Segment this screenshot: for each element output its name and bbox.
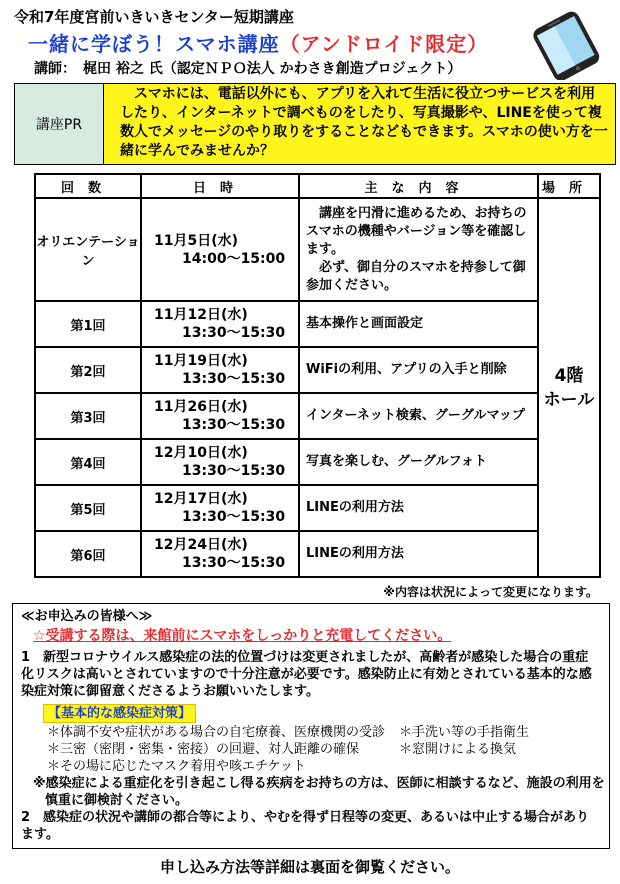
medical-note: ※感染症による重症化を引き起こし得る疾病をお持ちの方は、医師に相談するなど、施設の利用を慎重に御検討ください。 (33, 776, 605, 808)
footer-note: 申し込み方法等詳細は裏面を御覧ください。 (159, 858, 460, 876)
session-content (299, 198, 538, 301)
header-place: 場所 (538, 174, 600, 198)
session-content: 基本操作と画面設定 (299, 301, 538, 347)
session-name: 第1回 (35, 301, 141, 347)
session-name: オリエンテーション (35, 198, 141, 301)
session-content: 写真を楽しむ、グーグルフォト (299, 439, 538, 485)
session-name: 第2回 (35, 347, 141, 393)
session-date: 11月5日(水) (154, 232, 239, 249)
course-series: 令和7年度宮前いきいきセンター短期講座 (14, 8, 294, 26)
session-datetime (141, 347, 299, 393)
session-content: インターネット検索、グーグルマップ (299, 393, 538, 439)
session-time: 13:30〜15:30 (182, 463, 286, 479)
session-datetime (141, 485, 299, 531)
table-row (35, 531, 600, 577)
session-date: 11月12日(水) (154, 307, 248, 323)
table-row (35, 393, 600, 439)
course-pr-box (14, 83, 616, 165)
measure-item: ＊窓開けによる換気 (399, 742, 517, 757)
session-time: 13:30〜15:30 (182, 509, 286, 525)
pr-text: スマホには、電話以外にも、アプリを入れて生活に役立つサービスを利用したり、インターネットで調べものをしたり、写真撮影や、LINEを使って複数人でメッセージのやり取りをすることなどもできます。スマホの使い方を一緒に学んでみませんか？ (104, 84, 615, 164)
table-row (35, 485, 600, 531)
header-content: 主な内容 (299, 174, 538, 198)
session-content-text: 講座を円滑に進めるため、お持ちのスマホの機種やバージョン等を確認します。 (306, 205, 527, 257)
notice-box (12, 603, 610, 849)
notice-heading: ≪お申込みの皆様へ≫ (21, 609, 153, 624)
title-main: 一緒に学ぼう！スマホ講座 (28, 32, 280, 56)
measure-item: ＊体調不安や症状がある場合の自宅療養、医療機関の受診 (47, 725, 386, 740)
session-place (538, 198, 600, 577)
session-content: LINEの利用方法 (299, 531, 538, 577)
session-content: LINEの利用方法 (299, 485, 538, 531)
session-date: 11月19日(水) (154, 353, 248, 369)
measure-item: ＊その場に応じたマスク着用や咳エチケット (47, 759, 306, 774)
session-content-text-2: 必ず、御自分のスマホを持参して御参加ください。 (306, 259, 526, 293)
session-time: 13:30〜15:30 (182, 417, 286, 433)
table-row (35, 198, 600, 301)
notice-paragraph-2: 2 感染症の状況や講師の都合等により、やむを得ず日程等の変更、あるいは中止する場合があります。 (21, 810, 590, 842)
session-name: 第3回 (35, 393, 141, 439)
session-date: 11月26日(水) (154, 399, 248, 415)
session-time: 13:30〜15:30 (182, 325, 286, 341)
schedule-note: ※内容は状況によって変更になります。 (383, 585, 598, 599)
place-hall: ホール (543, 389, 595, 410)
session-date: 12月17日(水) (154, 491, 248, 507)
session-datetime (141, 531, 299, 577)
session-content: WiFiの利用、アプリの入手と削除 (299, 347, 538, 393)
place-floor: 4階 (554, 365, 584, 386)
measure-item: ＊手洗い等の手指衛生 (399, 725, 530, 740)
session-datetime (141, 301, 299, 347)
header-session: 回数 (35, 174, 141, 198)
basic-measures-label: 【基本的な感染症対策】 (43, 704, 196, 723)
smartphone-icon (520, 8, 608, 80)
notice-paragraph-1: 1 新型コロナウイルス感染症の法的位置づけは変更されましたが、高齢者が感染した場合の重症化リスクは高いとされていますので十分注意が必要です。感染防止に有効とされている基本的な感染症対策に御留意くださるようお願いいたします。 (21, 650, 592, 699)
session-datetime (141, 439, 299, 485)
table-row (35, 301, 600, 347)
session-time: 13:30〜15:30 (182, 371, 286, 387)
charge-warning: ☆受講する際は、来館前にスマホをしっかりと充電してください。 (33, 628, 452, 644)
session-datetime (141, 198, 299, 301)
measure-item: ＊三密（密閉・密集・密接）の回避、対人距離の確保 (47, 742, 360, 757)
session-name: 第5回 (35, 485, 141, 531)
session-date: 12月10日(水) (154, 445, 248, 461)
lecturer: 講師： 梶田 裕之 氏（認定ＮＰＯ法人 かわさき創造プロジェクト） (34, 61, 462, 77)
page-title (28, 28, 488, 57)
session-date: 12月24日(水) (154, 537, 248, 553)
pr-label: 講座PR (15, 84, 104, 164)
schedule-table (34, 173, 601, 578)
session-name: 第6回 (35, 531, 141, 577)
session-name: 第4回 (35, 439, 141, 485)
table-row (35, 439, 600, 485)
table-header-row (35, 174, 600, 198)
header-datetime: 日時 (141, 174, 299, 198)
session-time: 14:00〜15:00 (182, 250, 286, 267)
title-accent: （アンドロイド限定） (279, 32, 489, 56)
table-row (35, 347, 600, 393)
session-datetime (141, 393, 299, 439)
session-time: 13:30〜15:30 (182, 555, 286, 571)
